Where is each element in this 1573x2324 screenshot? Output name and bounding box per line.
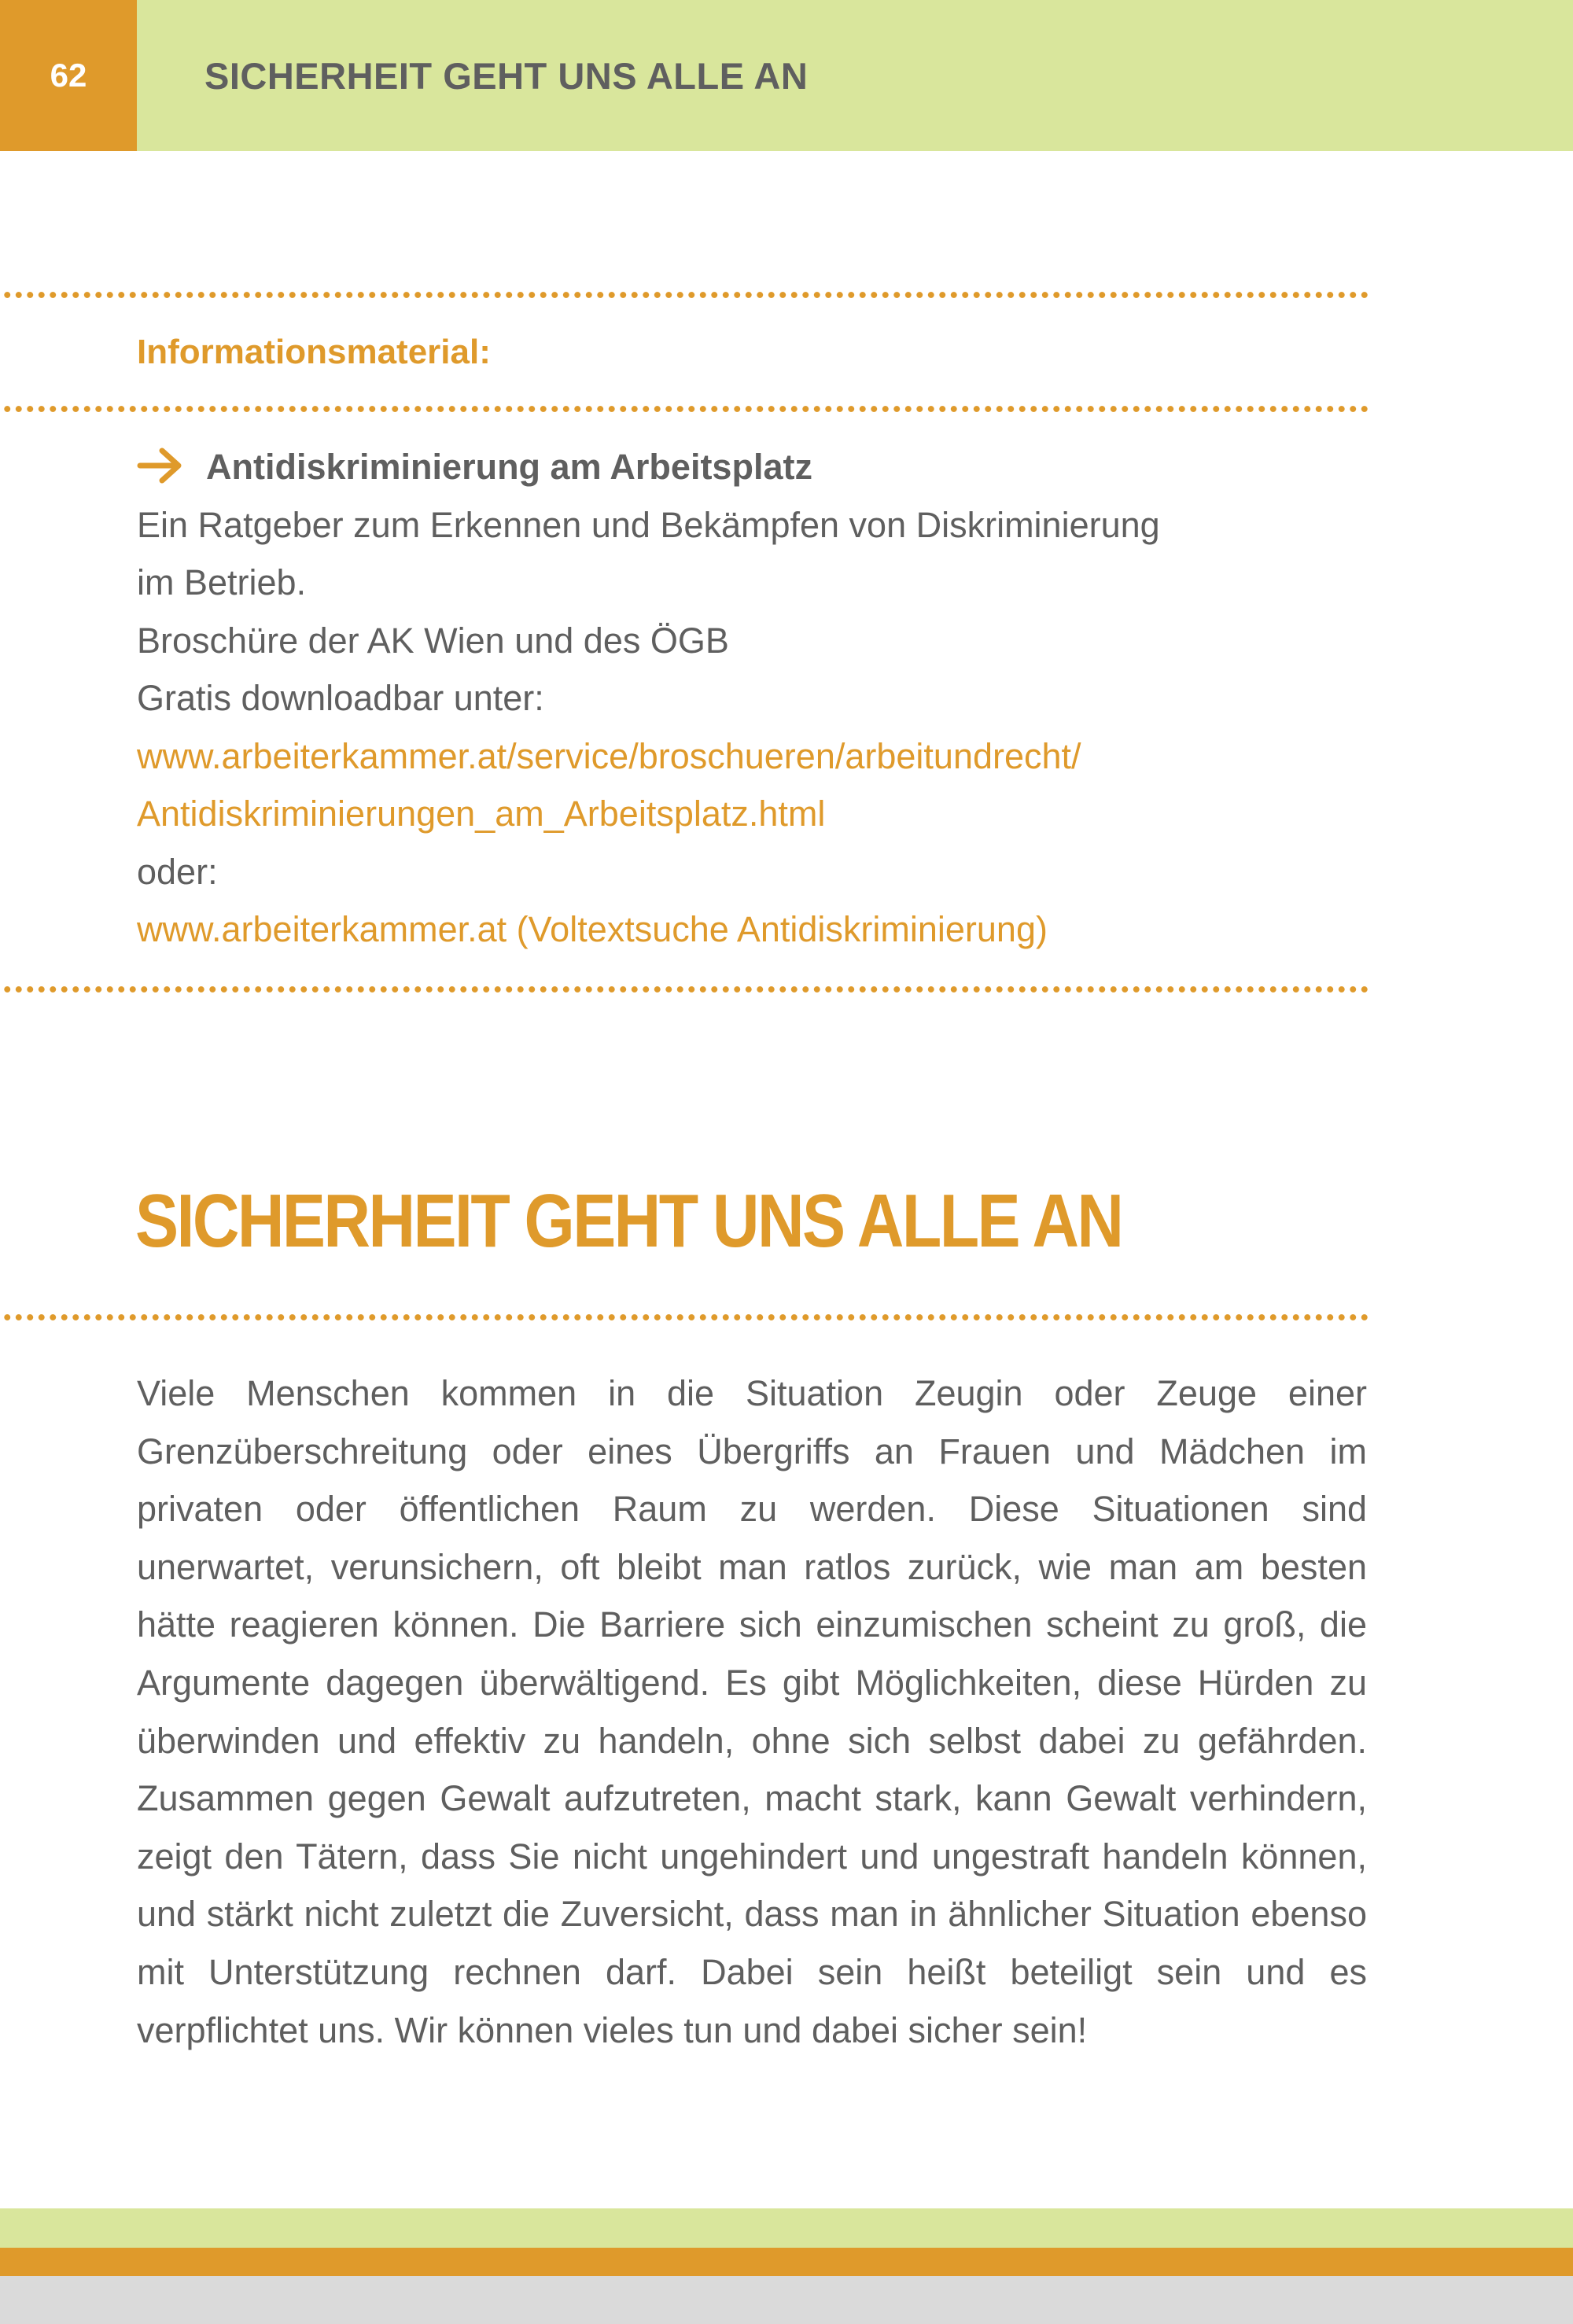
section-body-text: Viele Menschen kommen in die Situation Zeugin oder Zeuge einer Grenzüberschreitung oder eines Übergriffs an Frauen und Mädchen im privaten oder öffentlichen Raum zu werden. Diese Situationen sind unerwartet, verunsichern, oft bleibt man ratlos zurück, wie man am besten hätte reagieren können. Die Barriere sich einzumischen scheint zu groß, die Argumente dagegen überwältigend. Es gibt Möglichkeiten, diese Hürden zu überwinden und effektiv zu handeln, ohne sich selbst dabei zu gefährden. Zusammen gegen Gewalt aufzutreten, macht stark, kann Gewalt verhindern, zeigt den Tätern, dass Sie nicht ungehindert und ungestraft handeln können, und stärkt nicht zuletzt die Zuversicht, dass man in ähnlicher Situation ebenso mit Unterstützung rechnen darf. Dabei sein heißt beteiligt sein und es verpflichtet uns. Wir können vieles tun und dabei sicher sein! [137,1373,1367,2050]
info-label: Informationsmaterial: [137,333,491,371]
running-header-title: SICHERHEIT GEHT UNS ALLE AN [204,55,809,97]
section-heading: SICHERHEIT GEHT UNS ALLE AN [135,1179,1122,1263]
info-item-title: Antidiskriminierung am Arbeitsplatz [206,447,812,487]
brochure-link-part-1[interactable]: www.arbeiterkammer.at/service/broschueren/arbeitundrecht/ [137,735,1081,776]
page-number-box [0,0,137,151]
arrow-right-icon [137,446,184,485]
dotted-divider [0,985,1369,993]
brochure-link-part-2[interactable]: Antidiskriminierungen_am_Arbeitsplatz.html [137,794,826,834]
info-line: Ein Ratgeber zum Erkennen und Bekämpfen von Diskriminierung [137,504,1160,545]
dotted-divider [0,1313,1369,1321]
info-line: Gratis downloadbar unter: [137,678,544,718]
dotted-divider [0,405,1369,413]
info-line: im Betrieb. [137,562,307,602]
footer-orange-stripe [0,2248,1573,2276]
info-block [137,438,1380,959]
footer-green-stripe [0,2208,1573,2248]
info-or-text: oder: [137,851,218,892]
footer-grey-stripe [0,2276,1573,2324]
info-line: Broschüre der AK Wien und des ÖGB [137,620,729,661]
info-item-title-line [137,438,1380,496]
page-number: 62 [50,57,87,94]
dotted-divider [0,291,1369,299]
arbeiterkammer-link[interactable]: www.arbeiterkammer.at (Voltextsuche Antidiskriminierung) [137,909,1048,949]
